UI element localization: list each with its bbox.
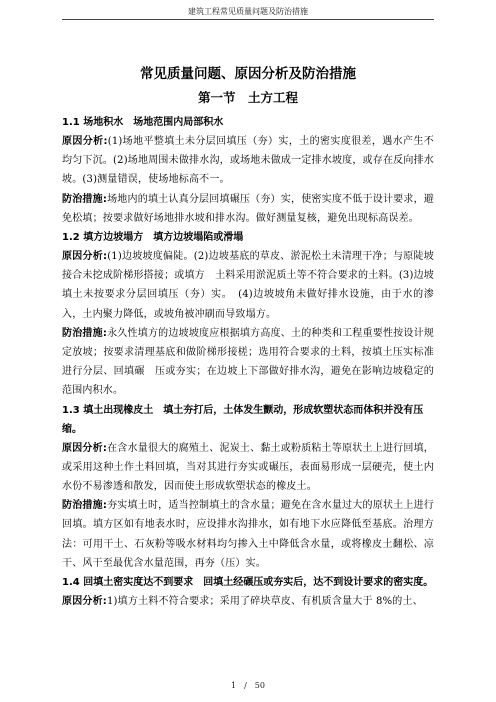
document-title: 常见质量问题、原因分析及防治措施 [140,66,356,82]
measure-paragraph [62,190,434,228]
item-1-4 [62,573,434,611]
item-1-2 [62,228,434,401]
cause-paragraph [62,439,434,497]
measure-label: 防治措施: [62,193,108,205]
cause-text: 在含水量很大的腐殖土、泥炭土、黏土或粉质粘土等原状土上进行回填，或采用这种土作土料回填，当对其进行夯实或碾压，表面易形成一层硬壳，使土内水份不易渗透和散发，因而使土形成软塑状态的橡皮土。 [62,442,435,493]
item-1-3 [62,401,434,573]
measure-label: 防治措施: [62,500,108,512]
cause-paragraph [62,592,434,611]
cause-paragraph [62,132,434,190]
measure-text: 永久性填方的边坡坡度应根据填方高度、土的种类和工程重要性按设计规定放坡；按要求清理基底和做阶梯形接槎；选用符合要求的土料，按填土压实标准进行分层、回填碾 压或夯实；在边坡上下部做好排水沟，避免在影响边坡稳定的范围内积水。 [62,327,435,397]
measure-paragraph [62,496,434,573]
header-divider [62,19,434,20]
item-1-1 [62,113,434,228]
cause-label: 原因分析: [62,596,107,608]
page-number: 1 / 50 [231,681,265,690]
measure-paragraph [62,324,434,401]
measure-text: 场地内的填土认真分层回填碾压（夯）实，使密实度不低于设计要求，避免松填；按要求做好场地排水坡和排水沟。做好测量复核，避免出现标高误差。 [62,193,435,224]
page-content [62,62,434,611]
item-heading: 1.2 填方边坡塌方 填方边坡塌陷或滑塌 [62,232,244,244]
cause-label: 原因分析: [62,136,108,147]
measure-text: 夯实填土时，适当控制填土的含水量；避免在含水量过大的原状土上进行回填。填方区如有地表水时，应设排水沟排水，如有地下水应降低至基底。治理方法：可用干土、石灰粉等吸水材料均匀掺入土中降低含水量，或将橡皮土翻松、凉干、风干至最优含水量范围，再夯（压）实。 [62,500,435,569]
item-heading: 1.3 填土出现橡皮土 填土夯打后，土体发生颤动，形成软塑状态而体积并没有压缩。 [62,404,424,435]
cause-text: (1)边坡坡度偏陡。(2)边坡基底的草皮、淤泥松土未清理干净；与原陡坡接合未挖成阶梯形搭接；或填方 土料采用淤泥质土等不符合要求的土料。(3)边坡填土未按要求分层回填压（夯）实。 (4)边坡坡角未做好排水设施，由于水的渗入，土内聚力降低，或坡角被冲刷而导致塌方。 [62,251,434,320]
item-heading: 1.4 回填土密实度达不到要求 回填土经碾压或夯实后，达不到设计要求的密实度。 [62,577,434,589]
cause-paragraph [62,247,434,324]
cause-label: 原因分析: [62,442,108,454]
cause-label: 原因分析: [62,251,108,263]
running-header: 建筑工程常见质量问题及防治措施 [188,7,308,16]
cause-text: 1)填方土料不符合要求；采用了碎块草皮、有机质含量大于 8%的土、 [107,596,423,608]
measure-label: 防治措施: [62,327,108,339]
section-title: 第一节 土方工程 [197,90,298,105]
item-heading: 1.1 场地积水 场地范围内局部积水 [62,117,224,128]
cause-text: (1)场地平整填土未分层回填压（夯）实，土的密实度很差，遇水产生不均匀下沉。(2)场地周围未做排水沟，或场地未做成一定排水坡度，或存在反向排水坡。(3)测量错误，使场地标高不一。 [62,136,434,186]
